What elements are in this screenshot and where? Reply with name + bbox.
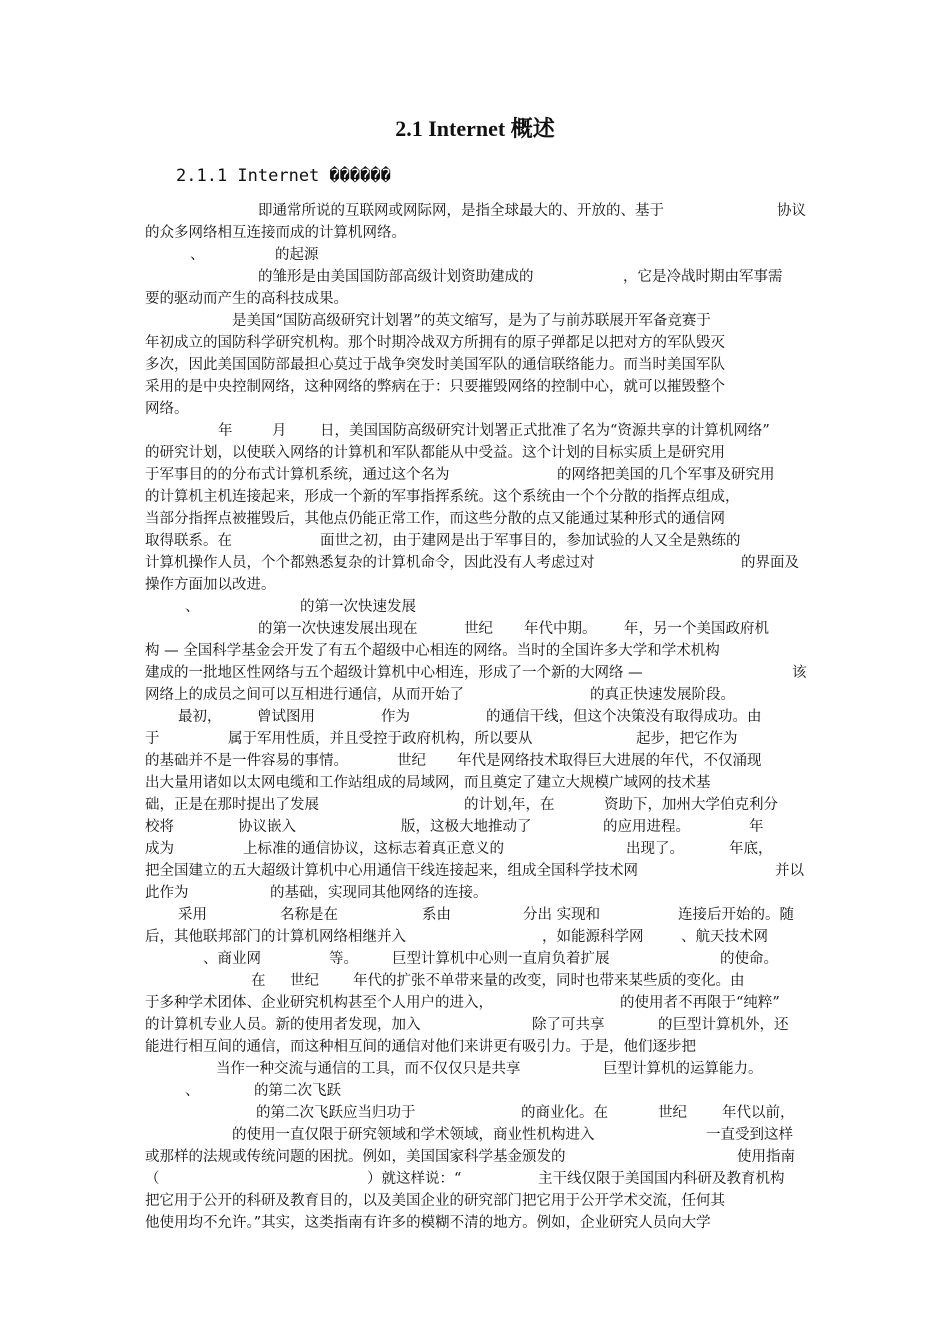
text-line xyxy=(145,354,810,376)
text-segment: 网络。 xyxy=(145,401,189,417)
text-segment: （ xyxy=(145,1171,160,1187)
text-segment: 该 xyxy=(792,665,807,681)
text-line xyxy=(145,398,810,420)
text-line xyxy=(145,420,810,442)
text-segment: 的使用一直仅限于研究领域和学术领域，商业性机构进入 xyxy=(232,1127,595,1143)
text-line xyxy=(145,838,810,860)
text-segment: 要的驱动而产生的高科技成果。 xyxy=(145,291,348,307)
text-line xyxy=(145,926,810,948)
text-segment: 日，美国国防高级研究计划署正式批准了名为“资源共享的计算机网络” xyxy=(320,423,770,439)
text-segment: 的使命。 xyxy=(720,951,778,967)
text-line xyxy=(145,684,810,706)
text-segment: 是美国“国防高级研究计划署”的英文缩写，是为了与前苏联展开军备竞赛于 xyxy=(232,313,711,329)
text-segment: 协议 xyxy=(777,203,806,219)
text-segment: ）就这样说：“ xyxy=(367,1171,462,1187)
text-segment: 此作为 xyxy=(145,885,189,901)
text-line xyxy=(145,1058,810,1080)
text-segment: 网络上的成员之间可以互相进行通信，从而开始了 xyxy=(145,687,464,703)
text-segment: 出大量用诸如以太网电缆和工作站组成的局域网，而且奠定了建立大规模广域网的技术基 xyxy=(145,775,711,791)
text-line xyxy=(145,1080,810,1102)
text-line xyxy=(145,816,810,838)
text-segment: 世纪 xyxy=(464,621,493,637)
text-line xyxy=(145,222,810,244)
text-segment: 年 xyxy=(218,423,233,439)
text-segment: 年，在 xyxy=(511,797,555,813)
text-line xyxy=(145,464,810,486)
text-segment: 能进行相互间的通信，而这种相互间的通信对他们来讲更有吸引力。于是，他们逐步把 xyxy=(145,1039,696,1055)
text-segment: 的巨型计算机外，还 xyxy=(658,1017,789,1033)
text-line xyxy=(145,1124,810,1146)
text-segment: 的界面及 xyxy=(741,555,799,571)
text-line xyxy=(145,266,810,288)
text-segment: 年底， xyxy=(729,841,773,857)
text-segment: 主干线仅限于美国国内科研及教育机构 xyxy=(538,1171,785,1187)
text-segment: 的计算机专业人员。新的使用者发现，加入 xyxy=(145,1017,421,1033)
text-line xyxy=(145,882,810,904)
text-line xyxy=(145,794,810,816)
text-segment: 的雏形是由美国国防部高级计划资助建成的 xyxy=(258,269,534,285)
text-segment: 建成的一批地区性网络与五个超级计算机中心相连，形成了一个新的大网络 — xyxy=(145,665,643,681)
text-segment: 的计算机主机连接起来，形成一个新的军事指挥系统。这个系统由一个个分散的指挥点组成， xyxy=(145,489,740,505)
text-line xyxy=(145,596,810,618)
text-segment: 础，正是在那时提出了发展 xyxy=(145,797,319,813)
text-segment: 起步，把它作为 xyxy=(636,731,738,747)
text-line xyxy=(145,552,810,574)
text-line xyxy=(145,310,810,332)
text-segment: 即通常所说的互联网或网际网，是指全球最大的、开放的、基于 xyxy=(258,203,664,219)
text-segment: 并以 xyxy=(775,863,804,879)
text-segment: 计算机操作人员，个个都熟悉复杂的计算机命令，因此没有人考虑过对 xyxy=(145,555,595,571)
text-segment: ，如能源科学网 xyxy=(542,929,644,945)
text-segment: 版，这极大地推动了 xyxy=(401,819,532,835)
text-segment: 年代是网络技术取得巨大进展的年代，不仅涌现 xyxy=(457,753,762,769)
text-segment: 的使用者不再限于“纯粹” xyxy=(620,995,780,1011)
text-segment: 把它用于公开的科研及教育目的，以及美国企业的研究部门把它用于公开学术交流，任何其 xyxy=(145,1193,725,1209)
text-line xyxy=(145,332,810,354)
text-segment: 的研究计划，以使联入网络的计算机和军队都能从中受益。这个计划的目标实质上是研究用 xyxy=(145,445,725,461)
text-line xyxy=(145,948,810,970)
text-segment: 出现了。 xyxy=(626,841,684,857)
text-segment: 最初， xyxy=(178,709,222,725)
text-segment: 使用指南 xyxy=(737,1149,795,1165)
text-segment: 年初成立的国防科学研究机构。那个时期冷战双方所拥有的原子弹都足以把对方的军队毁灭 xyxy=(145,335,725,351)
text-line xyxy=(145,288,810,310)
text-segment: 分出 实现和 xyxy=(523,907,601,923)
text-line xyxy=(145,1036,810,1058)
text-segment: 的第一次快速发展出现在 xyxy=(258,621,418,637)
text-segment: 、 xyxy=(185,1083,200,1099)
text-line xyxy=(145,1190,810,1212)
text-segment: 把全国建立的五大超级计算机中心用通信干线连接起来，组成全国科学技术网 xyxy=(145,863,638,879)
text-segment: 资助下，加州大学伯克利分 xyxy=(604,797,778,813)
text-line xyxy=(145,376,810,398)
text-segment: 名称是在 xyxy=(280,907,338,923)
text-segment: ，它是冷战时期由军事需 xyxy=(623,269,783,285)
text-segment: 年代中期。 xyxy=(524,621,597,637)
text-line xyxy=(145,618,810,640)
text-line xyxy=(145,442,810,464)
text-segment: 于军事目的的分布式计算机系统，通过这个名为 xyxy=(145,467,450,483)
text-segment: 的真正快速发展阶段。 xyxy=(590,687,735,703)
text-segment: 作为 xyxy=(381,709,410,725)
text-segment: 连接后开始的。随 xyxy=(678,907,794,923)
text-segment: 、 xyxy=(185,599,200,615)
text-segment: 采用的是中央控制网络，这种网络的弊病在于：只要摧毁网络的控制中心，就可以摧毁整个 xyxy=(145,379,725,395)
text-segment: 采用 xyxy=(178,907,207,923)
text-line xyxy=(145,486,810,508)
text-segment: 的网络把美国的几个军事及研究用 xyxy=(557,467,775,483)
text-segment: 的基础并不是一件容易的事情。 xyxy=(145,753,348,769)
text-segment: 巨型计算机中心则一直肩负着扩展 xyxy=(392,951,610,967)
text-segment: 、 xyxy=(190,247,205,263)
text-line xyxy=(145,508,810,530)
text-segment: 协议嵌入 xyxy=(238,819,296,835)
text-segment: 的商业化。在 xyxy=(521,1105,608,1121)
text-line xyxy=(145,244,810,266)
text-segment: 的第一次快速发展 xyxy=(300,599,416,615)
text-line xyxy=(145,1014,810,1036)
text-segment: 后，其他联邦部门的计算机网络相继并入 xyxy=(145,929,406,945)
text-segment: 的通信干线，但这个决策没有取得成功。由 xyxy=(486,709,762,725)
text-line xyxy=(145,200,810,222)
text-segment: 年，另一个美国政府机 xyxy=(624,621,769,637)
text-line xyxy=(145,1102,810,1124)
text-segment: 他使用均不允许。”其实，这类指南有许多的模糊不清的地方。例如，企业研究人员向大学 xyxy=(145,1215,711,1231)
text-segment: 世纪 xyxy=(397,753,426,769)
text-segment: 构 — 全国科学基金会开发了有五个超级中心相连的网络。当时的全国许多大学和学术机构 xyxy=(145,643,720,659)
text-segment: 系由 xyxy=(422,907,451,923)
text-segment: 面世之初，由于建网是出于军事目的，参加试验的人又全是熟练的 xyxy=(320,533,741,549)
text-segment: 月 xyxy=(272,423,287,439)
text-segment: 属于军用性质，并且受控于政府机构，所以要从 xyxy=(228,731,533,747)
text-segment: 曾试图用 xyxy=(257,709,315,725)
text-segment: 成为 xyxy=(145,841,174,857)
text-segment: 当作一种交流与通信的工具，而不仅仅只是共享 xyxy=(216,1061,521,1077)
text-line xyxy=(145,640,810,662)
text-line xyxy=(145,530,810,552)
text-segment: 的起源 xyxy=(275,247,319,263)
text-segment: 等。 xyxy=(329,951,358,967)
text-segment: 世纪 xyxy=(658,1105,687,1121)
text-segment: 、商业网 xyxy=(203,951,261,967)
text-segment: 一直受到这样 xyxy=(706,1127,793,1143)
text-segment: 上标准的通信协议，这标志着真正意义的 xyxy=(243,841,504,857)
text-segment: 于多种学术团体、企业研究机构甚至个人用户的进入， xyxy=(145,995,493,1011)
subsection-heading: 2.1.1 Internet ������ xyxy=(176,166,391,186)
text-segment: 、航天技术网 xyxy=(681,929,768,945)
text-line xyxy=(145,904,810,926)
text-line xyxy=(145,970,810,992)
text-segment: 除了可共享 xyxy=(532,1017,605,1033)
text-line xyxy=(145,750,810,772)
text-segment: 的第二次飞跃应当归功于 xyxy=(256,1105,416,1121)
text-segment: 年代的扩张不单带来量的改变，同时也带来某些质的变化。由 xyxy=(353,973,745,989)
text-segment: 于 xyxy=(145,731,160,747)
text-segment: 多次，因此美国国防部最担心莫过于战争突发时美国军队的通信联络能力。而当时美国军队 xyxy=(145,357,725,373)
text-line xyxy=(145,1168,810,1190)
text-line xyxy=(145,992,810,1014)
section-title: 2.1 Internet 概述 xyxy=(395,116,555,141)
text-segment: 当部分指挥点被摧毁后，其他点仍能正常工作，而这些分散的点又能通过某种形式的通信网 xyxy=(145,511,725,527)
text-segment: 的众多网络相互连接而成的计算机网络。 xyxy=(145,225,406,241)
text-line xyxy=(145,662,810,684)
text-segment: 校将 xyxy=(145,819,174,835)
text-segment: 的基础，实现同其他网络的连接。 xyxy=(270,885,488,901)
text-line xyxy=(145,1212,810,1234)
text-segment: 的第二次飞跃 xyxy=(254,1083,341,1099)
text-segment: 世纪 xyxy=(290,973,319,989)
text-segment: 在 xyxy=(251,973,266,989)
text-line xyxy=(145,772,810,794)
text-segment: 年代以前， xyxy=(722,1105,795,1121)
text-segment: 操作方面加以改进。 xyxy=(145,577,276,593)
text-segment: 的计划， xyxy=(464,797,522,813)
text-line xyxy=(145,574,810,596)
text-line xyxy=(145,860,810,882)
text-segment: 取得联系。在 xyxy=(145,533,232,549)
text-segment: 或那样的法规或传统问题的困扰。例如，美国国家科学基金颁发的 xyxy=(145,1149,566,1165)
text-segment: 年 xyxy=(749,819,764,835)
text-line xyxy=(145,728,810,750)
text-segment: 巨型计算机的运算能力。 xyxy=(603,1061,763,1077)
text-segment: 的应用进程。 xyxy=(603,819,690,835)
text-line xyxy=(145,1146,810,1168)
text-line xyxy=(145,706,810,728)
